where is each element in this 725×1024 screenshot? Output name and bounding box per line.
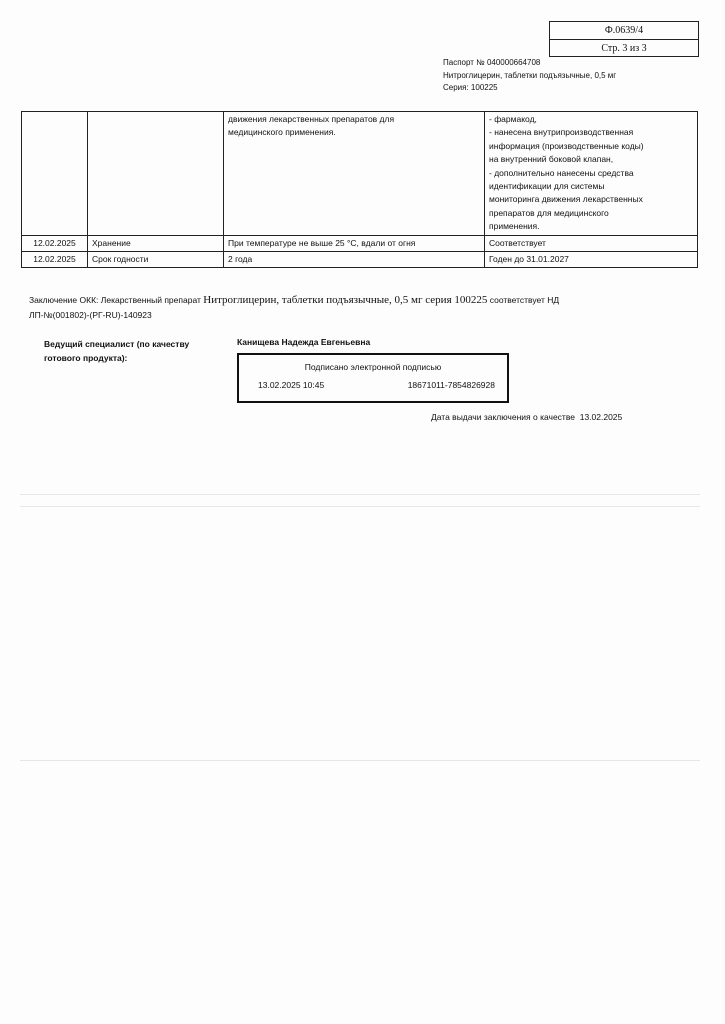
- conclusion-text-after: соответствует НД: [489, 295, 560, 305]
- passport-series: Серия: 100225: [443, 83, 498, 92]
- specialist-title: [44, 337, 189, 365]
- row-result-line: - фармакод,: [489, 114, 537, 124]
- scan-shadow: [20, 760, 700, 761]
- conclusion: [29, 293, 689, 322]
- conclusion-label: Заключение ОКК:: [29, 295, 99, 305]
- row-date: 12.02.2025: [22, 235, 88, 251]
- scan-shadow: [20, 506, 700, 507]
- row-result-line: информация (производственные коды): [489, 140, 644, 151]
- row-result: [485, 252, 698, 268]
- row-name: Хранение: [88, 235, 224, 251]
- row-result-line: - нанесена внутрипроизводственная: [489, 127, 634, 138]
- form-code-box: [549, 21, 699, 57]
- page-number: Стр. 3 из 3: [601, 43, 647, 54]
- form-code: Ф.0639/4: [550, 22, 698, 40]
- specialist-title-line1: Ведущий специалист (по качеству: [44, 339, 190, 349]
- row-date: 12.02.2025: [22, 252, 88, 268]
- table-row: [22, 235, 698, 251]
- specialist-name: Канищева Надежда Евгеньевна: [237, 337, 371, 347]
- issue-date: 13.02.2025: [579, 412, 623, 422]
- row-norm-line: 2 года: [228, 254, 253, 265]
- row-norm: [224, 235, 485, 251]
- passport-number: Паспорт № 040000664708: [443, 58, 541, 67]
- row-result-line: - дополнительно нанесены средства: [489, 167, 634, 178]
- row-result-line: препаратов для медицинского: [489, 207, 609, 218]
- conclusion-regnum: ЛП-№(001802)-(РГ-RU)-140923: [29, 309, 152, 320]
- row-result-line: на внутренний боковой клапан,: [489, 154, 614, 165]
- issue-date-line: [431, 412, 622, 422]
- table-row: [22, 252, 698, 268]
- passport-product: Нитроглицерин, таблетки подъязычные, 0,5 мг: [443, 70, 617, 80]
- row-result-line: применения.: [489, 221, 540, 232]
- signature-title: Подписано электронной подписью: [304, 362, 442, 372]
- passport-header: [443, 57, 616, 95]
- row-result: [485, 112, 698, 236]
- conclusion-text-before: Лекарственный препарат: [100, 295, 201, 305]
- row-norm: [224, 112, 485, 236]
- row-norm-line: При температуре не выше 25 °C, вдали от огня: [228, 237, 416, 248]
- scan-shadow: [20, 494, 700, 495]
- row-result: [485, 235, 698, 251]
- issue-label: Дата выдачи заключения о качестве: [431, 412, 575, 422]
- row-result-line: Соответствует: [489, 237, 546, 248]
- table-row: [22, 112, 698, 236]
- row-date: [22, 112, 88, 236]
- quality-table: [21, 111, 698, 268]
- specialist-title-line2: готового продукта):: [44, 353, 128, 363]
- row-name: [88, 112, 224, 236]
- row-result-line: мониторинга движения лекарственных: [489, 194, 643, 205]
- row-result-line: идентификации для системы: [489, 181, 605, 192]
- signature-datetime: 13.02.2025 10:45: [258, 380, 325, 390]
- signature-cert: 18671011-7854826928: [407, 380, 495, 390]
- row-norm-line: медицинского применения.: [228, 127, 336, 138]
- conclusion-product: Нитроглицерин, таблетки подъязычные, 0,5 мг серия 100225: [203, 294, 488, 306]
- row-norm-line: движения лекарственных препаратов для: [228, 114, 395, 124]
- row-name: Срок годности: [88, 252, 224, 268]
- e-signature-stamp: [237, 353, 509, 403]
- row-norm: [224, 252, 485, 268]
- row-result-line: Годен до 31.01.2027: [489, 254, 569, 265]
